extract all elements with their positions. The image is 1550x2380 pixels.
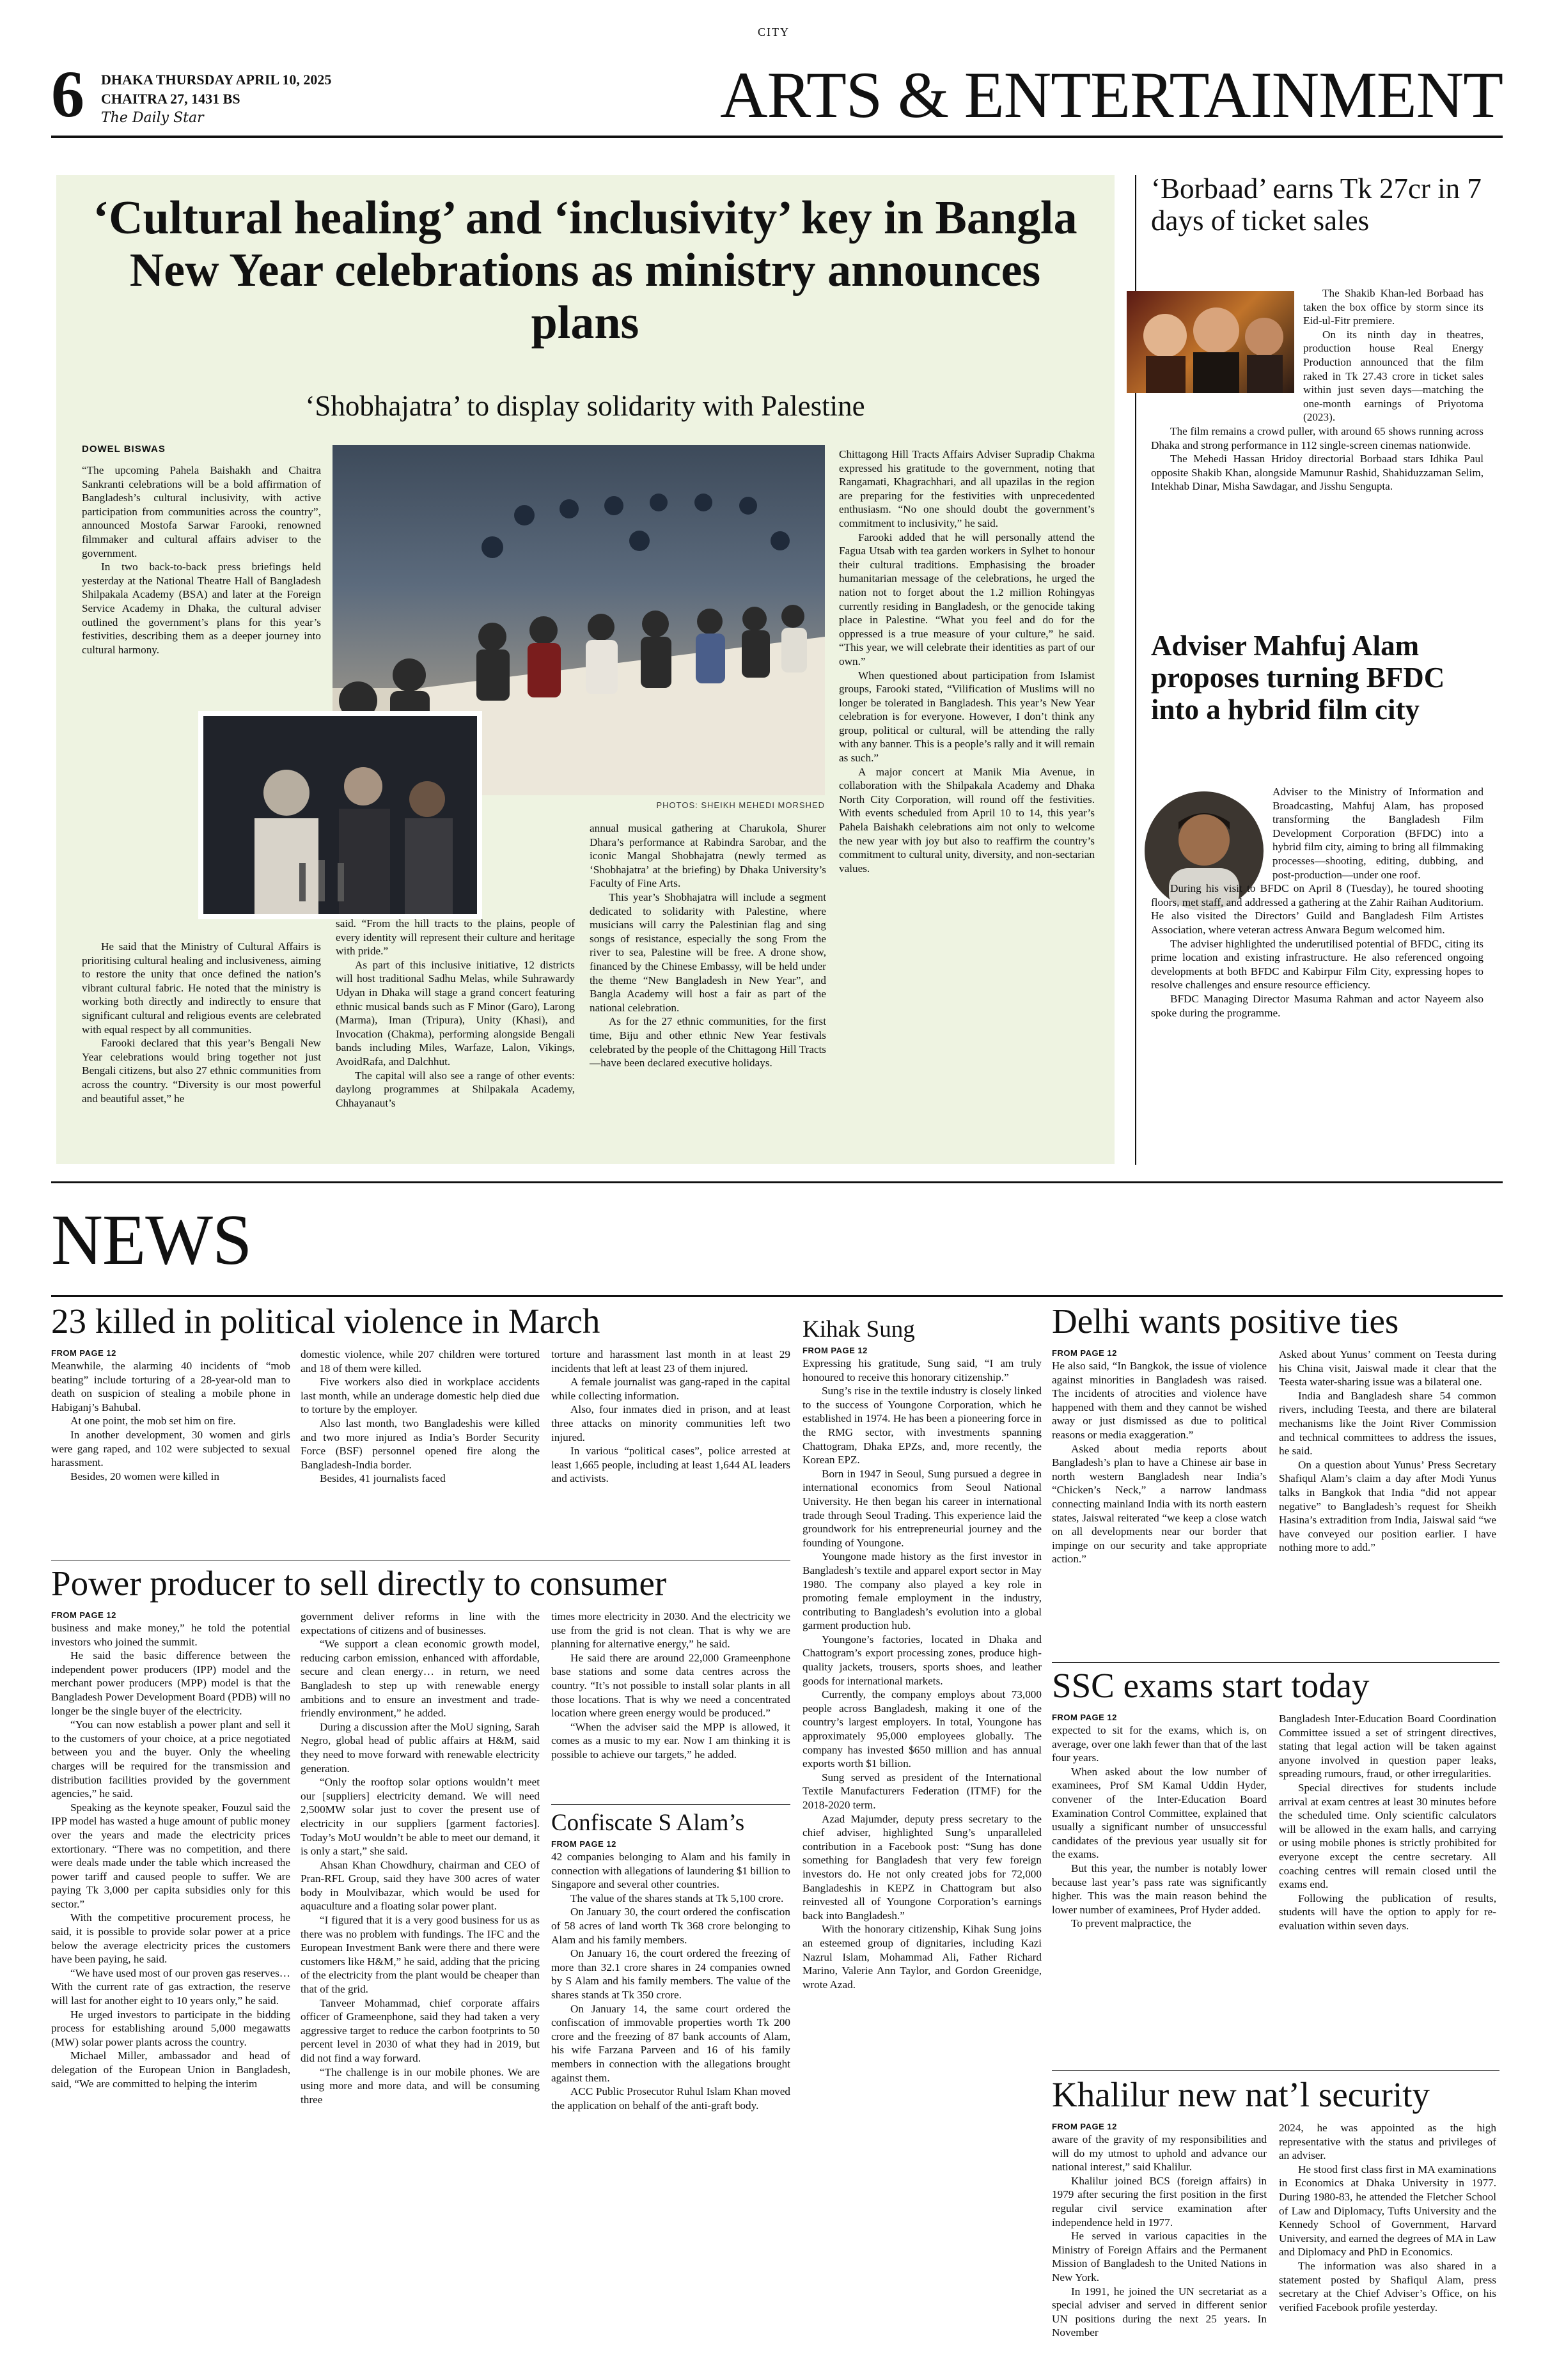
kihak-p9: With the honorary citizenship, Kihak Sung joins an esteemed group of dignitaries, including Kazi Nazrul Islam, Mohammad Ali, Father Richard Marino, Valerie Ann Taylor, and Gordon Greenidge, wrote Azad. <box>802 1923 1042 1991</box>
violence-c3-p3: Also, four inmates died in prison, and at least three attacks on minority communities left two injured. <box>551 1403 790 1443</box>
kihak-p7: Sung served as president of the International Textile Manufacturers Federation (ITMF) for the 2018-2020 term. <box>802 1771 1042 1811</box>
kihak-p8: Azad Majumder, deputy press secretary to the chief adviser, highlighted Sung’s unparalleled contribution in a Facebook post: “Sung has done something for Bangladesh that very few foreign investors do. He not only created jobs for 72,000 Bangladeshis in KEPZ in Chattogram but also reinvested all of Youngone Corporation’s earnings back into Bangladesh.” <box>802 1812 1042 1922</box>
ssc-c1-p2: When asked about the low number of examinees, Prof SM Kamal Uddin Hyder, convener of the Inter-Education Board Examination Control Committee, explained that usually a significant number of unsuccessful candidates of the previous year usually sit for the exams. <box>1052 1765 1267 1861</box>
power-c1-p3: “You can now establish a power plant and sell it to the customers of your choice, at a price negotiated between you and the buyer. Only the wheeling charges will be required for the transmission and distribution facilities provided by the government agencies,” he said. <box>51 1718 290 1800</box>
power-c2-p8: “The challenge is in our mobile phones. We are using more and more data, and will be consuming three <box>301 2065 540 2106</box>
violence-c1-p1: Meanwhile, the alarming 40 incidents of “mob beating” include torturing of a 28-year-old man to death on suspicion of stealing a mobile phone in Habiganj’s Bahubal. <box>51 1360 290 1413</box>
power-c2-p2: “We support a clean economic growth model, reducing carbon emission, enhanced with affordable, secure and clean energy… in return, we need Bangladesh to step up with renewable energy ambitions and to ensure an investment and trade-friendly environment,” he added. <box>301 1638 540 1720</box>
violence-from-page: FROM PAGE 12 <box>51 1348 116 1358</box>
lead-headline: ‘Cultural healing’ and ‘inclusivity’ key in Bangla New Year celebrations as ministry announces plans <box>93 192 1077 349</box>
kihak-p3: Born in 1947 in Seoul, Sung pursued a degree in international economics from Seoul National University. He then began his career in international trade through Seoul Trading. This experience laid the groundwork for his entrepreneurial journey and the founding of Youngone. <box>802 1467 1042 1549</box>
lead-col1-para3: He said that the Ministry of Cultural Affairs is prioritising cultural healing and inclusiveness, aiming to restore the unity that once defined the nation’s vibrant cultural fabric. He noted that the ministry is working both directly and indirectly to ensure that significant cultural and religious events are celebrated with equal respect by all communities. <box>82 940 321 1036</box>
lead-col2-para3: The capital will also see a range of other events: daylong programmes at Shilpakala Academy, Chhayanaut’s <box>336 1069 575 1109</box>
bangla-date: CHAITRA 27, 1431 BS <box>101 91 240 107</box>
ssc-col2 <box>1279 1712 1496 1933</box>
bfdc-para4: BFDC Managing Director Masuma Rahman and actor Nayeem also spoke during the programme. <box>1151 992 1483 1019</box>
lead-col3 <box>590 821 826 1070</box>
power-headline: Power producer to sell directly to consumer <box>51 1564 667 1603</box>
borbaad-para4: The Mehedi Hassan Hridoy directorial Borbaad stars Idhika Paul opposite Shakib Khan, alongside Mamunur Rashid, Shahiduzzaman Selim, Intekhab Dinar, Misha Sawdagar, and Jisshu Sengupta. <box>1151 453 1483 493</box>
power-c1-p4: Speaking as the keynote speaker, Fouzul said the IPP model has wasted a huge amount of public money over the years and made the electricity prices extortionary. “There was no competition, and there were deals made under the table which increased the power tariff and caused people to suffer. We are paying Tk 3,000 per capita subsidies only for this sector.” <box>51 1801 290 1910</box>
delhi-c1-p2: Asked about media reports about Bangladesh’s plan to have a Chinese air base in north western Bangladesh near India’s “Chicken’s Neck,” a narrow landmass connecting mainland India with its north eastern states, Jaiswal reiterated “we keep a close watch on all developments near our border that impinge on our security and take appropriate action.” <box>1052 1442 1267 1566</box>
page-number: 6 <box>51 58 84 131</box>
violence-c3-p4: In various “political cases”, police arrested at least 1,665 people, including at least 1,644 AL leaders and activists. <box>551 1445 790 1485</box>
news-section-rule <box>51 1295 1503 1297</box>
khalilur-c2-p3: The information was also shared in a statement posted by Shafiqul Alam, press secretary at the Chief Adviser’s Office, on his verified Facebook profile yesterday. <box>1279 2259 1496 2314</box>
ssc-headline: SSC exams start today <box>1052 1666 1370 1705</box>
lead-col1-bottom <box>82 940 321 1105</box>
violence-headline: 23 killed in political violence in March <box>51 1302 600 1341</box>
bfdc-para2: During his visit to BFDC on April 8 (Tuesday), he toured shooting floors, met staff, and addressed a gathering at the Zahir Raihan Auditorium. He also visited the Directors’ Guild and Bangladesh Film Artistes Association, where veteran actress Anwara Begum welcomed him. <box>1151 882 1483 936</box>
masthead-rule <box>51 136 1503 138</box>
power-c3-p1: times more electricity in 2030. And the electricity we use from the grid is not clean. That is why we are planning for alternative energy,” he said. <box>551 1610 790 1651</box>
kihak-from-page: FROM PAGE 12 <box>802 1346 868 1355</box>
lead-col1-para4: Farooki declared that this year’s Bengali New Year celebrations would bring together not just Bengali citizens, but also 27 ethnic communities from across the country. “Diversity is our most powerful and beautiful asset,” he <box>82 1037 321 1105</box>
date-line: DHAKA THURSDAY APRIL 10, 2025 <box>101 72 332 88</box>
paper-name-logo: The Daily Star <box>101 110 204 126</box>
alam-p6: ACC Public Prosecutor Ruhul Islam Khan moved the application on behalf of the anti-graft body. <box>551 2085 790 2112</box>
lead-col3-para1: annual musical gathering at Charukola, Shurer Dhara’s performance at Rabindra Sarobar, and the iconic Mangal Shobhajatra (newly termed as ‘Shobhajatra’ at the briefing) by Dhaka University’s Faculty of Fine Arts. <box>590 822 826 890</box>
alam-p1: 42 companies belonging to Alam and his family in connection with allegations of laundering $1 billion to Singapore and several other countries. <box>551 1851 790 1891</box>
lead-col2 <box>336 917 575 1110</box>
power-c1-p7: He urged investors to participate in the bidding process for establishing around 5,000 megawatts (MW) solar power plants across the country. <box>51 2008 290 2048</box>
lead-photo-credit: PHOTOS: SHEIKH MEHEDI MORSHED <box>656 800 825 810</box>
ssc-from-page: FROM PAGE 12 <box>1052 1713 1117 1722</box>
lead-subheadline: ‘Shobhajatra’ to display solidarity with Palestine <box>305 390 865 422</box>
kihak-p1: Expressing his gratitude, Sung said, “I am truly honoured to receive this honorary citizenship.” <box>802 1357 1042 1383</box>
ssc-c2-p1: Bangladesh Inter-Education Board Coordination Committee issued a set of stringent directives, stating that legal action will be taken against anyone involved in question paper leaks, spreading rumours, fraud, or other irregularities. <box>1279 1713 1496 1780</box>
alam-col <box>551 1850 790 2112</box>
lead-col1-para2: In two back-to-back press briefings held yesterday at the National Theatre Hall of Bangladesh Shilpakala Academy (BSA) and later at the Foreign Service Academy in Dhaka, the cultural adviser outlined the government’s plans for this year’s festivities, describing them as a deeper journey into cultural harmony. <box>82 561 321 656</box>
ssc-c1-p1: expected to sit for the exams, which is, on average, over one lakh fewer than that of the last four years. <box>1052 1724 1267 1764</box>
alam-p3: On January 30, the court ordered the confiscation of 58 acres of land worth Tk 368 crore belonging to Alam and his family members. <box>551 1906 790 1946</box>
inset-photo-art <box>203 716 477 914</box>
power-c1-p5: With the competitive procurement process, he said, it is possible to provide solar power at a price below the average electricity prices the customers have been paying, he said. <box>51 1911 290 1966</box>
violence-col1 <box>51 1359 290 1483</box>
divider-khalilur <box>1052 2070 1499 2071</box>
khalilur-from-page: FROM PAGE 12 <box>1052 2122 1117 2131</box>
section-title: ARTS & ENTERTAINMENT <box>720 59 1503 132</box>
violence-col3 <box>551 1348 790 1486</box>
alam-headline: Confiscate S Alam’s <box>551 1810 745 1836</box>
violence-c3-p2: A female journalist was gang-raped in the capital while collecting information. <box>551 1376 790 1402</box>
lead-col4-para1: Chittagong Hill Tracts Affairs Adviser Supradip Chakma expressed his gratitude to the government, noting that Rangamati, Khagrachhari, and all upazilas in the region are preparing for the festivities with unprecedented enthusiasm. “No one should doubt the government’s commitment to inclusivity,” he said. <box>839 448 1095 529</box>
power-c3-p3: “When the adviser said the MPP is allowed, it comes as a music to my ear. Now I am thinking it is possible to achieve our targets,” he added. <box>551 1720 790 1761</box>
lead-col4-para2: Farooki added that he will personally attend the Fagua Utsab with tea garden workers in Sylhet to honour their cultural traditions. Emphasising the broader humanitarian message of the celebrations, he urged the nation not to forget about the 1.2 million Rohingyas currently residing in Bangladesh, or the genocide taking place in Palestine. “What you feel and do for the oppressed is a true measure of your culture,” he said. “This year, we will celebrate their identities as part of our own.” <box>839 531 1095 667</box>
khalilur-col1 <box>1052 2133 1267 2340</box>
delhi-from-page: FROM PAGE 12 <box>1052 1348 1117 1358</box>
delhi-headline: Delhi wants positive ties <box>1052 1302 1399 1341</box>
khalilur-c1-p2: Khalilur joined BCS (foreign affairs) in 1979 after securing the first position in the first regular civil service examination after independence held in 1977. <box>1052 2174 1267 2228</box>
power-col1 <box>51 1621 290 2090</box>
alam-p4: On January 16, the court ordered the freezing of more than 32.1 crore shares in 24 companies owned by S Alam and his family members. The value of the shares stands at Tk 350 crore. <box>551 1947 790 2001</box>
news-top-rule <box>51 1181 1503 1183</box>
khalilur-c1-p3: He served in various capacities in the Ministry of Foreign Affairs and the Permanent Mission of Bangladesh to the United Nations in New York. <box>1052 2230 1267 2283</box>
khalilur-c1-p1: aware of the gravity of my responsibilities and will do my utmost to uphold and advance our national interest,” said Khalilur. <box>1052 2133 1267 2174</box>
borbaad-para1: The Shakib Khan-led Borbaad has taken the box office by storm since its Eid-ul-Fitr premiere. <box>1303 287 1483 327</box>
ssc-c2-p3: Following the publication of results, students will have the option to apply for re-evaluation within seven days. <box>1279 1892 1496 1932</box>
lead-col1-para1: “The upcoming Pahela Baishakh and Chaitra Sankranti celebrations will be a bold affirmation of Bangladesh’s cultural inclusivity, with active participation from communities across the country”, announced Mostofa Sarwar Farooki, renowned filmmaker and cultural affairs adviser to the government. <box>82 464 321 559</box>
power-from-page: FROM PAGE 12 <box>51 1610 116 1620</box>
khalilur-c1-p4: In 1991, he joined the UN secretariat as a special adviser and served in different senior UN positions during the next 25 years. In November <box>1052 2285 1267 2339</box>
delhi-c2-p3: On a question about Yunus’ Press Secretary Shafiqul Alam’s claim a day after Modi Yunus talks in Bangkok that India “did not appear negative” to Bangladesh’s request for Sheikh Hasina’s extradition from India, Jaiswal said “we have conveyed our position earlier. I have nothing more to add.” <box>1279 1458 1496 1554</box>
delhi-col1 <box>1052 1359 1267 1566</box>
ssc-col1 <box>1052 1723 1267 1931</box>
power-c2-p1: government deliver reforms in line with the expectations of citizens and of businesses. <box>301 1610 540 1637</box>
power-c2-p5: Ahsan Khan Chowdhury, chairman and CEO of Pran-RFL Group, said they have 300 acres of water body in Moulvibazar, which would be used for aquaculture and a floating solar power plant. <box>301 1858 540 1913</box>
khalilur-c2-p2: He stood first class first in MA examinations in Economics at Dhaka University in 1977. During 1980-83, he attended the Fletcher School of Law and Diplomacy, Tufts University and the Kennedy School of Government, Harvard University, and earned the degrees of MA in Law and Diplomacy and PhD in Economics. <box>1279 2163 1496 2259</box>
kihak-col <box>802 1357 1042 1991</box>
power-c1-p2: He said the basic difference between the independent power producers (IPP) model and the merchant power producers (MPP) model is that the Bangladesh Power Development Board (PDB) will no longer be the single buyer of the electricity. <box>51 1649 290 1717</box>
lead-col2-para1: said. “From the hill tracts to the plains, people of every identity will represent their culture and heritage with pride.” <box>336 917 575 958</box>
divider-alam <box>551 1804 790 1805</box>
borbaad-body <box>1151 286 1483 494</box>
kihak-p6: Currently, the company employs about 73,000 people across Bangladesh, making it one of the country’s largest employers. In total, Youngone has approximately 95,000 employees globally. The company has invested $650 million and has annual exports worth $1 billion. <box>802 1688 1042 1770</box>
power-c1-p1: business and make money,” he told the potential investors who joined the summit. <box>51 1622 290 1648</box>
delhi-c2-p1: Asked about Yunus’ comment on Teesta during his China visit, Jaiswal made it clear that the Teesta water-sharing issue was a bilateral one. <box>1279 1348 1496 1388</box>
alam-from-page: FROM PAGE 12 <box>551 1839 616 1849</box>
violence-c1-p2: At one point, the mob set him on fire. <box>70 1415 236 1427</box>
kihak-headline: Kihak Sung <box>802 1316 915 1342</box>
lead-col4-para3: When questioned about participation from Islamist groups, Farooki stated, “Vilification of Muslims will no longer be tolerated in Bangladesh. This year’s New Year celebration is for everyone. However, I don’t think any group, political or cultural, will be attending the rally with any banner. This is a people’s rally and it will remain as such.” <box>839 669 1095 765</box>
lead-col1-top <box>82 463 321 657</box>
alam-p2: The value of the shares stands at Tk 5,100 crore. <box>570 1892 784 1904</box>
violence-c1-p4: Besides, 20 women were killed in <box>70 1470 219 1482</box>
ssc-c2-p2: Special directives for students include arrival at exam centres at least 30 minutes before the scheduled time. Only scientific calculators will be allowed in the exam halls, and carrying or using mobile phones is strictly prohibited for everyone except the centre secretary. All coaching centres will remain closed until the exams end. <box>1279 1781 1496 1891</box>
khalilur-col2 <box>1279 2121 1496 2314</box>
delhi-c2-p2: India and Bangladesh share 54 common rivers, including Teesta, and there are bilateral mechanisms like the Joint River Commission and technical committees to address the issues, he said. <box>1279 1389 1496 1458</box>
power-c2-p4: “Only the rooftop solar options wouldn’t meet our [suppliers] electricity demand. We will need 2,500MW solar just to cover the present use of electricity in our suppliers [garment factories]. Today’s MoU wouldn’t be able to meet our demand, it is only a start,” she said. <box>301 1776 540 1858</box>
alam-p5: On January 14, the same court ordered the confiscation of immovable properties worth Tk 200 crore and the freezing of 87 bank accounts of Alam, his wife Farzana Parveen and 16 of his family members in connection with the allegations brought against them. <box>551 2002 790 2084</box>
power-col3 <box>551 1610 790 1762</box>
lead-col3-para3: As for the 27 ethnic communities, for the first time, Biju and other ethnic New Year festivals celebrated by the people of the Chittagong Hill Tracts—have been declared executive holidays. <box>590 1015 826 1069</box>
violence-c2-p1: domestic violence, while 207 children were tortured and 18 of them were killed. <box>301 1348 540 1374</box>
delhi-col2 <box>1279 1348 1496 1555</box>
press-conference-inset-photo <box>198 711 482 919</box>
violence-col2 <box>301 1348 540 1486</box>
borbaad-para2: On its ninth day in theatres, production house Real Energy Production announced that the film raked in Tk 27.43 crore in ticket sales within just seven days—matching the one-month earnings of Priyotoma (2023). <box>1303 328 1483 424</box>
power-c3-p2: He said there are around 22,000 Grameenphone base stations and some data centres across the country. “It’s not possible to install solar plants in all those locations. That is why we need a concentrated location where green energy would be produced.” <box>551 1651 790 1720</box>
lead-col3-para2: This year’s Shobhajatra will include a segment dedicated to solidarity with Palestine, where musicians will carry the Palestinian flag and sing songs of resistance, especially the song From the river to sea, Palestine will be free. A drone show, financed by the Chinese Embassy, will be held under the theme “New Bangladesh in New Year”, and Bangla Academy will host a fair as part of the national celebration. <box>590 891 826 1014</box>
violence-c2-p2: Five workers also died in workplace accidents last month, while an underage domestic help died due to torture by the employer. <box>301 1376 540 1416</box>
divider-ssc <box>1052 1662 1499 1663</box>
power-c2-p7: Tanveer Mohammad, chief corporate affairs officer of Grameenphone, said they had taken a very aggressive target to reduce the carbon footprints to 50 percent level in 2030 of what they had in 2019, but did not find a way forward. <box>301 1996 540 2064</box>
borbaad-headline: ‘Borbaad’ earns Tk 27cr in 7 days of ticket sales <box>1151 173 1482 237</box>
violence-c2-p4: Besides, 41 journalists faced <box>320 1472 446 1485</box>
news-section-title: NEWS <box>51 1201 252 1280</box>
bfdc-headline: Adviser Mahfuj Alam proposes turning BFDC into a hybrid film city <box>1151 630 1445 726</box>
power-c1-p8: Michael Miller, ambassador and head of delegation of the European Union in Bangladesh, said, “We are committed to helping the interim <box>51 2049 290 2090</box>
kihak-p5: Youngone’s factories, located in Dhaka and Chattogram’s export processing zones, produce high-quality jackets, trousers, sports shoes, and leather goods for international markets. <box>802 1633 1042 1687</box>
borbaad-para3: The film remains a crowd puller, with around 65 shows running across Dhaka and strong performance in 112 single-screen cinemas nationwide. <box>1151 424 1483 451</box>
bfdc-para1: Adviser to the Ministry of Information and Broadcasting, Mahfuj Alam, has proposed transforming the Bangladesh Film Development Corporation (BFDC) into a hybrid film city, aiming to bring all filmmaking processes—shooting, editing, dubbing, and post-production—under one roof. <box>1272 786 1483 881</box>
power-c2-p6: “I figured that it is a very good business for us as there was no problem with fundings. The IFC and the European Investment Bank were there and there were customers like H&M,” he said, adding that the pricing of the electricity from the plant would be cheaper than that of the grid. <box>301 1914 540 1996</box>
section-label: CITY <box>758 26 790 38</box>
power-col2 <box>301 1610 540 2106</box>
lead-col2-para2: As part of this inclusive initiative, 12 districts will host traditional Sadhu Melas, while Suhrawardy Udyan in Dhaka will stage a grand concert featuring ethnic musical bands such as F Minor (Garo), Larong (Marma), Iman (Tripura), Unity (Khasi), and Invocation (Chakma), performing alongside Bengali bands including Miles, Warfaze, Lalon, Vikings, AvoidRafa, and Dalchhut. <box>336 958 575 1068</box>
delhi-c1-p1: He also said, “In Bangkok, the issue of violence against minorities in Bangladesh was raised. The incidents of atrocities and violence have happened with them and they cannot be wished away or just dismissed as due to political reasons or media exaggeration.” <box>1052 1360 1267 1441</box>
ssc-c1-p4: To prevent malpractice, the <box>1071 1917 1191 1930</box>
violence-c2-p3: Also last month, two Bangladeshis were killed and two more injured as India’s Border Security Force (BSF) personnel opened fire along the Bangladesh-India border. <box>301 1417 540 1471</box>
bfdc-para3: The adviser highlighted the underutilised potential of BFDC, citing its prime location and existing infrastructure. He also referenced ongoing developments at both BFDC and Kabirpur Film City, expressing hopes to resolve challenges and ensure resource efficiency. <box>1151 937 1483 992</box>
kihak-p4: Youngone made history as the first investor in Bangladesh’s textile and apparel export sector in May 1980. The company also played a key role in promoting female employment in the industry, contributing to Bangladesh’s evolution into a global garment production hub. <box>802 1550 1042 1632</box>
khalilur-c2-p1: 2024, he was appointed as the high representative with the status and privileges of an adviser. <box>1279 2122 1496 2162</box>
bfdc-body <box>1151 785 1483 1020</box>
power-c1-p6: “We have used most of our proven gas reserves… With the current rate of gas extraction, the reserve will last for another eight to 10 years only,” he said. <box>51 1966 290 2007</box>
lead-col4-para4: A major concert at Manik Mia Avenue, in collaboration with the Shilpakala Academy and Dhaka North City Corporation, will round off the festivities. With events scheduled from April 10 to 14, this year’s Pahela Baishakh celebrations aim not only to welcome the new year with joy but also to reaffirm the country’s commitment to cultural unity, diversity, and non-sectarian values. <box>839 765 1095 875</box>
lead-byline: DOWEL BISWAS <box>82 444 166 455</box>
ssc-c1-p3: But this year, the number is notably lower because last year’s pass rate was significantly higher. This was the main reason behind the lower number of examinees, Prof Hyder added. <box>1052 1862 1267 1916</box>
lead-col4 <box>839 447 1095 875</box>
violence-c3-p1: torture and harassment last month in at least 29 incidents that left at least 23 of them injured. <box>551 1348 790 1374</box>
power-c2-p3: During a discussion after the MoU signing, Sarah Negro, global head of public affairs at H&M, said they need to move forward with renewable electricity generation. <box>301 1720 540 1775</box>
khalilur-headline: Khalilur new nat’l security <box>1052 2075 1430 2114</box>
kihak-p2: Sung’s rise in the textile industry is closely linked to the success of Youngone Corporation, which he established in 1974. He has been a pioneering force in the RMG sector, with investments spanning Chattogram, Dhaka EPZs, and, more recently, the Korean EPZ. <box>802 1385 1042 1466</box>
violence-c1-p3: In another development, 30 women and girls were gang raped, and 102 were subjected to sexual harassment. <box>51 1428 290 1469</box>
